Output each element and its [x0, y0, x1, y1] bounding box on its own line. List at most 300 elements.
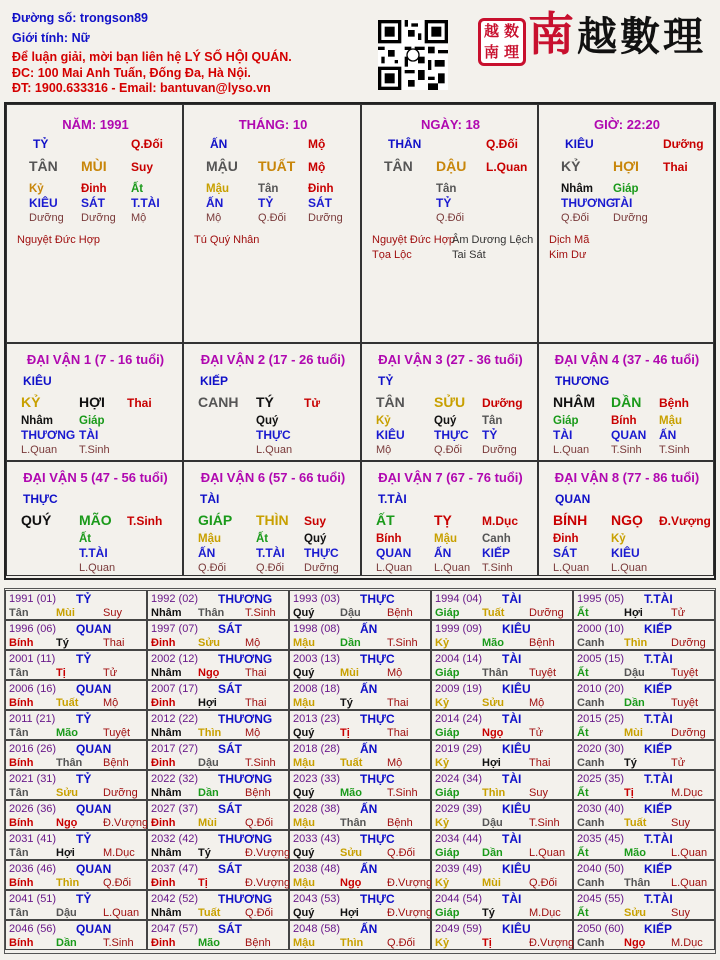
year-ten-god: SÁT — [218, 922, 242, 936]
year-branch: Mùi — [482, 877, 501, 889]
seal-char: 越 — [484, 22, 500, 40]
year-ten-god: ẤN — [360, 922, 378, 936]
year-ten-god: QUAN — [76, 802, 112, 816]
year-ten-god: THƯƠNG — [218, 832, 273, 846]
seal-char: 数 — [504, 22, 520, 40]
year-branch: Mùi — [340, 667, 359, 679]
dai-van-title: ĐẠI VẬN 7 (67 - 76 tuổi) — [378, 470, 523, 485]
year-ten-god: ẤN — [360, 862, 378, 876]
dai-van-cell — [183, 461, 361, 576]
pillar-right-top: Mộ — [308, 137, 326, 151]
year-ten-god: KIÊU — [502, 742, 531, 756]
hidden-ten-god: TÀI — [79, 428, 99, 442]
year-life-stage: Đ.Vượng — [103, 817, 149, 829]
dai-van-ten-god: T.TÀI — [378, 492, 407, 506]
year-cell — [147, 620, 289, 650]
year-branch: Thìn — [482, 787, 506, 799]
site-logo — [528, 8, 706, 63]
year-label: 1995 (05) — [577, 593, 625, 605]
hidden-life-stage: L.Quan — [79, 562, 116, 574]
year-cell — [289, 920, 431, 950]
year-ten-god: TÀI — [502, 832, 522, 846]
year-cell — [147, 710, 289, 740]
hidden-ten-god: SÁT — [308, 196, 332, 210]
year-branch: Tị — [198, 877, 208, 889]
dai-van-life-stage: Tử — [304, 396, 321, 410]
year-branch: Ngọ — [198, 667, 220, 679]
auspicious-star: Tú Quý Nhân — [194, 234, 260, 246]
pillar-right-top: Q.Đối — [131, 137, 163, 151]
year-life-stage: Tuyệt — [671, 667, 699, 679]
year-stem: Tân — [9, 727, 29, 739]
year-life-stage: T.Sinh — [103, 937, 134, 949]
year-label: 2019 (29) — [435, 743, 483, 755]
year-life-stage: T.Sinh — [387, 787, 418, 799]
hidden-life-stage: Dưỡng — [29, 212, 64, 224]
hidden-ten-god: SÁT — [81, 196, 105, 210]
hidden-stem: Quý — [434, 415, 457, 427]
year-ten-god: KIẾP — [644, 922, 673, 936]
year-life-stage: Tử — [671, 607, 686, 619]
year-life-stage: Thai — [387, 727, 409, 739]
dai-van-branch: HỢI — [79, 394, 105, 410]
year-ten-god: THỰC — [360, 772, 395, 786]
year-life-stage: Q.Đối — [529, 877, 558, 889]
year-ten-god: ẤN — [360, 742, 378, 756]
year-cell — [431, 620, 573, 650]
year-branch: Dần — [198, 787, 219, 799]
year-label: 2006 (16) — [9, 683, 57, 695]
year-life-stage: Mộ — [103, 697, 119, 709]
year-stem: Mậu — [293, 937, 315, 949]
year-cell — [431, 590, 573, 620]
year-label: 2015 (25) — [577, 713, 625, 725]
year-label: 1994 (04) — [435, 593, 483, 605]
auspicious-star: Dịch Mã — [549, 234, 590, 246]
year-stem: Canh — [577, 817, 605, 829]
pillar-right-top: Q.Đối — [486, 137, 518, 151]
year-stem: Tân — [9, 907, 29, 919]
seal-char: 理 — [504, 43, 520, 61]
hidden-life-stage: T.Sinh — [659, 444, 690, 456]
year-cell — [431, 650, 573, 680]
year-label: 2036 (46) — [9, 863, 57, 875]
pillar-life-stage: Thai — [663, 160, 688, 174]
year-branch: Thìn — [340, 937, 364, 949]
year-label: 2022 (32) — [151, 773, 199, 785]
year-branch: Thân — [198, 607, 225, 619]
hidden-life-stage: Dưỡng — [482, 444, 517, 456]
year-branch: Mão — [340, 787, 362, 799]
year-label: 2049 (59) — [435, 923, 483, 935]
pillar-cell — [183, 104, 361, 343]
hidden-life-stage: L.Quan — [376, 562, 413, 574]
hidden-life-stage: Dưỡng — [308, 212, 343, 224]
year-cell — [289, 770, 431, 800]
year-cell — [431, 920, 573, 950]
year-stem: Bính — [9, 937, 34, 949]
year-life-stage: Bệnh — [245, 787, 271, 799]
year-stem: Ất — [577, 667, 589, 679]
hidden-stem: Canh — [482, 533, 511, 545]
year-stem: Giáp — [435, 787, 460, 799]
year-cell — [289, 740, 431, 770]
year-ten-god: KIÊU — [502, 862, 531, 876]
year-label: 2005 (15) — [577, 653, 625, 665]
year-label: 2023 (33) — [293, 773, 341, 785]
dai-van-title: ĐẠI VẬN 6 (57 - 66 tuổi) — [200, 470, 346, 485]
hidden-ten-god: T.TÀI — [256, 546, 285, 560]
year-cell — [147, 860, 289, 890]
year-life-stage: Bệnh — [245, 937, 271, 949]
dai-van-title: ĐẠI VẬN 5 (47 - 56 tuổi) — [23, 470, 168, 485]
hidden-life-stage: L.Quan — [611, 562, 648, 574]
year-label: 2010 (20) — [577, 683, 625, 695]
hidden-stem: Đinh — [553, 533, 579, 545]
year-life-stage: Đ.Vượng — [529, 937, 575, 949]
year-life-stage: Bệnh — [103, 757, 129, 769]
hidden-stem: Đinh — [81, 183, 107, 195]
dai-van-branch: DẦN — [611, 394, 642, 410]
year-life-stage: Tuyệt — [529, 667, 557, 679]
hidden-life-stage: L.Quan — [256, 444, 293, 456]
year-stem: Ất — [577, 607, 589, 619]
year-branch: Mão — [482, 637, 504, 649]
year-cell — [289, 710, 431, 740]
year-branch: Dần — [340, 637, 361, 649]
year-label: 2033 (43) — [293, 833, 341, 845]
pillar-earthly-branch: MÙI — [81, 158, 107, 174]
year-ten-god: ẤN — [360, 622, 378, 636]
dai-van-branch: MÃO — [79, 512, 112, 528]
year-label: 2032 (42) — [151, 833, 199, 845]
star-secondary: Âm Dương Lệch — [452, 234, 534, 246]
hidden-life-stage: L.Quan — [553, 562, 590, 574]
year-cell — [573, 680, 715, 710]
dai-van-branch: SỬU — [434, 394, 466, 410]
year-branch: Sửu — [198, 637, 221, 649]
year-ten-god: KIÊU — [502, 682, 531, 696]
year-cell — [147, 800, 289, 830]
year-label: 1992 (02) — [151, 593, 199, 605]
hidden-ten-god: THỰC — [434, 428, 469, 442]
year-cell — [5, 890, 147, 920]
year-branch: Tý — [482, 907, 495, 919]
year-label: 2000 (10) — [577, 623, 625, 635]
hidden-life-stage: Q.Đối — [256, 562, 285, 574]
year-branch: Thân — [624, 877, 651, 889]
year-branch: Dần — [624, 697, 645, 709]
year-ten-god: T.TÀI — [644, 652, 673, 666]
header — [0, 0, 720, 100]
year-stem: Canh — [577, 937, 605, 949]
year-stem: Nhâm — [151, 667, 182, 679]
star-secondary: Tai Sát — [452, 249, 486, 261]
year-life-stage: Đ.Vượng — [245, 847, 291, 859]
year-cell — [431, 770, 573, 800]
dai-van-life-stage: Đ.Vượng — [659, 514, 711, 528]
logo-char: 南 — [528, 7, 577, 61]
year-life-stage: Thai — [245, 697, 267, 709]
year-stem: Quý — [293, 727, 315, 739]
year-label: 2011 (21) — [9, 713, 56, 725]
year-ten-god: TỶ — [76, 892, 92, 906]
dai-van-stem: BÍNH — [553, 512, 588, 528]
hidden-ten-god: T.TÀI — [131, 196, 160, 210]
year-life-stage: L.Quan — [103, 907, 140, 919]
year-cell — [573, 590, 715, 620]
year-ten-god: THỰC — [360, 652, 395, 666]
hidden-life-stage: T.Sinh — [611, 444, 642, 456]
year-branch: Thân — [482, 667, 509, 679]
year-stem: Tân — [9, 847, 29, 859]
logo-char: 數 — [620, 13, 663, 60]
year-ten-god: TỶ — [76, 652, 92, 666]
year-label: 2039 (49) — [435, 863, 483, 875]
year-ten-god: SÁT — [218, 682, 242, 696]
dai-van-cell — [6, 343, 183, 461]
year-ten-god: THỰC — [360, 832, 395, 846]
hidden-ten-god: ẤN — [198, 546, 216, 560]
year-label: 1998 (08) — [293, 623, 341, 635]
hidden-life-stage: T.Sinh — [482, 562, 513, 574]
year-label: 2009 (19) — [435, 683, 483, 695]
hidden-stem: Giáp — [613, 183, 639, 195]
hidden-life-stage: Dưỡng — [81, 212, 116, 224]
year-ten-god: THƯƠNG — [218, 772, 273, 786]
year-branch: Ngọ — [340, 877, 362, 889]
year-label: 2013 (23) — [293, 713, 341, 725]
year-stem: Giáp — [435, 907, 460, 919]
dai-van-ten-god: KIÊU — [23, 374, 52, 388]
year-cell — [5, 680, 147, 710]
year-stem: Giáp — [435, 607, 460, 619]
year-life-stage: T.Sinh — [245, 607, 276, 619]
year-stem: Bính — [9, 697, 34, 709]
hidden-stem: Quý — [304, 533, 327, 545]
year-branch: Dậu — [482, 817, 503, 829]
year-stem: Canh — [577, 877, 605, 889]
year-ten-god: ẤN — [360, 802, 378, 816]
dai-van-life-stage: M.Dục — [482, 514, 518, 528]
year-label: 2046 (56) — [9, 923, 57, 935]
year-life-stage: Dưỡng — [671, 727, 706, 739]
year-label: 2026 (36) — [9, 803, 57, 815]
logo-char: 越 — [577, 13, 620, 60]
hidden-stem: Tân — [258, 183, 279, 195]
year-label: 2040 (50) — [577, 863, 625, 875]
year-life-stage: Thai — [387, 697, 409, 709]
year-cell — [289, 680, 431, 710]
year-label: 2008 (18) — [293, 683, 341, 695]
year-ten-god: QUAN — [76, 622, 112, 636]
year-ten-god: THỰC — [360, 892, 395, 906]
hidden-ten-god: QUAN — [376, 546, 412, 560]
pillar-right-top: Dưỡng — [663, 137, 704, 151]
year-life-stage: Q.Đối — [245, 907, 274, 919]
year-ten-god: TỶ — [76, 772, 92, 786]
hidden-ten-god: THỰC — [304, 546, 339, 560]
year-branch: Dậu — [198, 757, 219, 769]
year-life-stage: Q.Đối — [103, 877, 132, 889]
year-stem: Đinh — [151, 637, 176, 649]
year-ten-god: TỶ — [76, 712, 92, 726]
year-life-stage: M.Dục — [671, 787, 703, 799]
year-label: 2016 (26) — [9, 743, 57, 755]
year-branch: Hợi — [624, 607, 643, 619]
hidden-stem: Mậu — [659, 415, 682, 427]
hidden-life-stage: L.Quan — [21, 444, 58, 456]
year-life-stage: Suy — [103, 607, 122, 619]
year-cell — [431, 740, 573, 770]
year-stem: Nhâm — [151, 727, 182, 739]
hidden-ten-god: TỶ — [258, 196, 274, 210]
year-stem: Quý — [293, 787, 315, 799]
year-label: 2042 (52) — [151, 893, 199, 905]
year-branch: Thìn — [198, 727, 222, 739]
year-label: 2041 (51) — [9, 893, 57, 905]
hidden-stem: Bính — [376, 533, 402, 545]
hidden-stem: Ất — [131, 183, 144, 195]
year-ten-god: KIÊU — [502, 622, 531, 636]
year-life-stage: Mộ — [387, 757, 403, 769]
hidden-stem: Đinh — [308, 183, 334, 195]
year-label: 2030 (40) — [577, 803, 625, 815]
year-stem: Bính — [9, 817, 34, 829]
year-stem: Đinh — [151, 937, 176, 949]
year-life-stage: Thai — [529, 757, 551, 769]
year-cell — [431, 680, 573, 710]
hidden-ten-god: KIÊU — [611, 546, 640, 560]
year-stem: Mậu — [293, 877, 315, 889]
auspicious-star: Kim Dư — [549, 249, 587, 261]
year-life-stage: Dưỡng — [529, 607, 564, 619]
year-ten-god: THỰC — [360, 712, 395, 726]
year-cell — [573, 890, 715, 920]
year-branch: Sửu — [340, 847, 363, 859]
year-stem: Giáp — [435, 727, 460, 739]
hidden-stem: Mậu — [198, 533, 221, 545]
year-label: 2012 (22) — [151, 713, 199, 725]
year-branch: Hợi — [198, 697, 217, 709]
red-seal-stamp — [478, 18, 526, 66]
hidden-stem: Nhâm — [21, 415, 53, 427]
year-stem: Quý — [293, 667, 315, 679]
year-ten-god: TÀI — [502, 652, 522, 666]
hidden-ten-god: QUAN — [611, 428, 647, 442]
year-ten-god: SÁT — [218, 802, 242, 816]
year-life-stage: T.Sinh — [387, 637, 418, 649]
year-stem: Mậu — [293, 697, 315, 709]
hidden-life-stage: Q.Đối — [258, 212, 287, 224]
hidden-stem: Kỷ — [376, 415, 391, 427]
hidden-ten-god: KIẾP — [482, 546, 511, 560]
year-stem: Kỷ — [435, 937, 450, 949]
year-life-stage: L.Quan — [671, 847, 708, 859]
year-label: 2037 (47) — [151, 863, 199, 875]
year-branch: Tị — [624, 787, 634, 799]
year-cell — [147, 890, 289, 920]
year-life-stage: Tuyệt — [671, 697, 699, 709]
year-label: 2029 (39) — [435, 803, 483, 815]
dai-van-stem: QUÝ — [21, 512, 52, 528]
year-label: 2024 (34) — [435, 773, 483, 785]
year-ten-god: KIẾP — [644, 622, 673, 636]
year-ten-god: T.TÀI — [644, 592, 673, 606]
year-life-stage: Đ.Vượng — [245, 877, 291, 889]
year-life-stage: Suy — [529, 787, 548, 799]
year-stem: Giáp — [435, 667, 460, 679]
year-life-stage: M.Dục — [529, 907, 561, 919]
year-cell — [289, 830, 431, 860]
year-cell — [147, 830, 289, 860]
hidden-life-stage: Q.Đối — [434, 444, 463, 456]
year-label: 2047 (57) — [151, 923, 199, 935]
year-stem: Mậu — [293, 757, 315, 769]
phone-email-text: ĐT: 1900.633316 - Email: bantuvan@lyso.vn — [12, 81, 271, 95]
year-ten-god: THƯƠNG — [218, 592, 273, 606]
pillar-heavenly-stem: KỶ — [561, 158, 581, 174]
year-ten-god: THƯƠNG — [218, 712, 273, 726]
hidden-life-stage: L.Quan — [553, 444, 590, 456]
year-cell — [5, 710, 147, 740]
year-branch: Mùi — [56, 607, 75, 619]
year-stem: Ất — [577, 847, 589, 859]
year-stem: Đinh — [151, 757, 176, 769]
year-label: 2002 (12) — [151, 653, 199, 665]
seal-char: 南 — [484, 43, 500, 61]
hidden-ten-god: SÁT — [553, 546, 577, 560]
year-life-stage: Đ.Vượng — [387, 877, 433, 889]
year-stem: Kỷ — [435, 637, 450, 649]
year-stem: Giáp — [435, 847, 460, 859]
year-ten-god: KIẾP — [644, 862, 673, 876]
year-life-stage: T.Sinh — [529, 817, 560, 829]
year-life-stage: Tử — [103, 667, 118, 679]
year-label: 2027 (37) — [151, 803, 199, 815]
pillar-earthly-branch: DẬU — [436, 158, 467, 174]
year-branch: Mão — [198, 937, 220, 949]
year-life-stage: Mộ — [529, 697, 545, 709]
hidden-stem: Quý — [256, 415, 279, 427]
year-label: 1993 (03) — [293, 593, 341, 605]
year-cell — [147, 590, 289, 620]
year-stem: Ất — [577, 907, 589, 919]
year-life-stage: Bệnh — [387, 607, 413, 619]
year-branch: Mùi — [624, 727, 643, 739]
year-stem: Tân — [9, 787, 29, 799]
dai-van-life-stage: Thai — [127, 396, 152, 410]
dai-van-cell — [6, 461, 183, 576]
year-cell — [5, 590, 147, 620]
auspicious-star: Nguyệt Đức Hợp — [17, 234, 101, 246]
year-label: 2038 (48) — [293, 863, 341, 875]
year-life-stage: Dưỡng — [671, 637, 706, 649]
dai-van-life-stage: T.Sinh — [127, 514, 163, 528]
pillar-title: NĂM: 1991 — [62, 117, 129, 132]
year-stem: Mậu — [293, 637, 315, 649]
year-branch: Thân — [56, 757, 83, 769]
hidden-life-stage: T.Sinh — [79, 444, 110, 456]
year-ten-god: TÀI — [502, 772, 522, 786]
pillar-title: THÁNG: 10 — [238, 117, 308, 132]
year-label: 2018 (28) — [293, 743, 341, 755]
dai-van-branch: TÝ — [256, 394, 274, 410]
year-stem: Ất — [577, 727, 589, 739]
dai-van-title: ĐẠI VẬN 1 (7 - 16 tuổi) — [26, 352, 165, 367]
four-pillars-grid — [4, 102, 716, 580]
dai-van-life-stage: Suy — [304, 514, 327, 528]
